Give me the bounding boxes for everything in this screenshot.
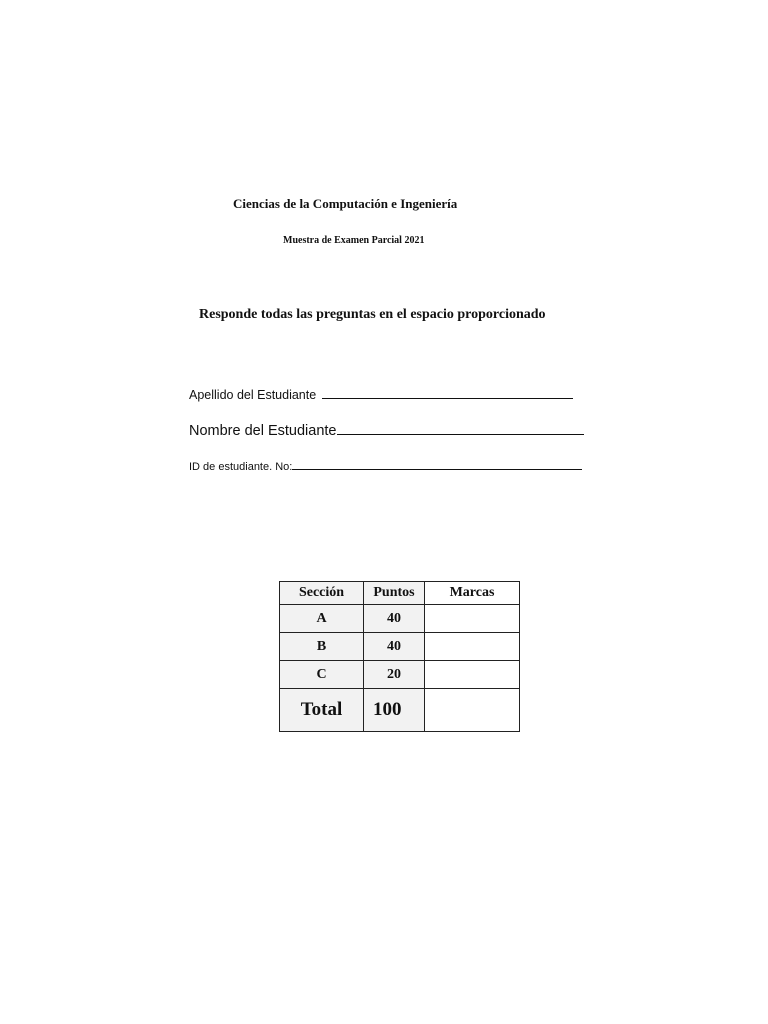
name-label: Nombre del Estudiante bbox=[189, 423, 337, 439]
table-row bbox=[280, 661, 520, 689]
header-section: Sección bbox=[280, 582, 364, 605]
points-cell: 40 bbox=[364, 605, 425, 633]
total-label: Total bbox=[280, 689, 364, 732]
marks-cell[interactable] bbox=[425, 605, 520, 633]
section-cell: A bbox=[280, 605, 364, 633]
points-cell: 20 bbox=[364, 661, 425, 689]
marks-cell[interactable] bbox=[425, 633, 520, 661]
total-points: 100 bbox=[364, 689, 425, 732]
surname-blank-line[interactable] bbox=[322, 384, 573, 399]
instructions: Responde todas las preguntas en el espacio proporcionado bbox=[199, 307, 546, 322]
table-row bbox=[280, 633, 520, 661]
marks-table bbox=[279, 581, 520, 732]
exam-title: Muestra de Examen Parcial 2021 bbox=[283, 235, 425, 246]
header-points: Puntos bbox=[364, 582, 425, 605]
table-header-row bbox=[280, 582, 520, 605]
name-blank-line[interactable] bbox=[337, 420, 584, 435]
marks-cell[interactable] bbox=[425, 661, 520, 689]
section-cell: B bbox=[280, 633, 364, 661]
header-marks: Marcas bbox=[425, 582, 520, 605]
points-cell: 40 bbox=[364, 633, 425, 661]
total-row bbox=[280, 689, 520, 732]
name-field bbox=[189, 420, 584, 439]
table-row bbox=[280, 605, 520, 633]
surname-label: Apellido del Estudiante bbox=[189, 388, 317, 402]
surname-field bbox=[189, 384, 573, 402]
student-id-field bbox=[189, 455, 582, 473]
total-marks-cell[interactable] bbox=[425, 689, 520, 732]
student-id-blank-line[interactable] bbox=[292, 455, 582, 470]
student-id-label: ID de estudiante. No: bbox=[189, 461, 293, 473]
section-cell: C bbox=[280, 661, 364, 689]
department-title: Ciencias de la Computación e Ingeniería bbox=[233, 196, 458, 211]
